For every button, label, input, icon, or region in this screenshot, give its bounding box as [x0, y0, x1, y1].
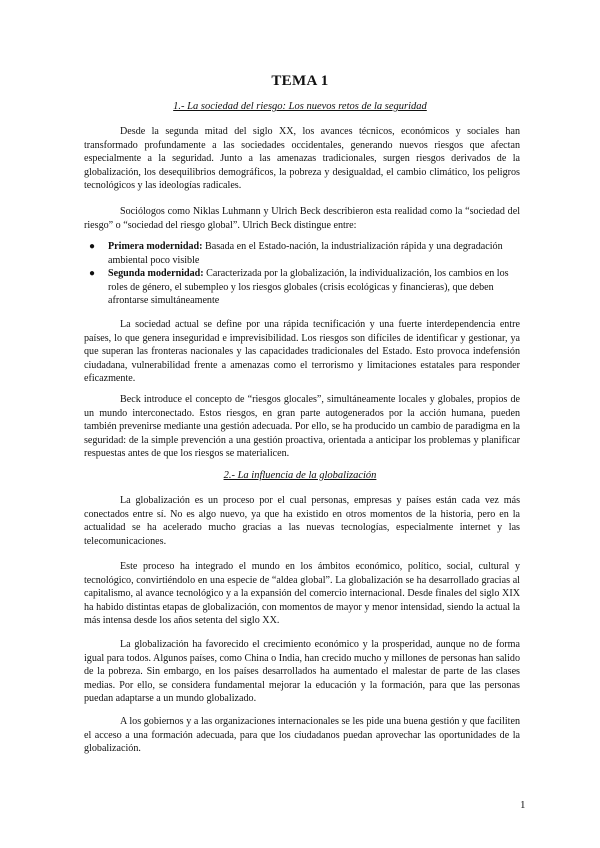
- section-1-paragraph-4: Beck introduce el concepto de “riesgos glocales”, simultáneamente locales y globales, propios de un mundo interconectado. Estos riesgos, en gran parte autogenerados por la acción humana, pueden también prevenirse mediante una gestión adecuada. Por ello, se ha producido un cambio de paradigma en la seguridad: de la simple prevención a una gestión proactiva, orientada a anticipar los problemas y planificar respuestas antes de que los riesgos se materialicen.: [84, 394, 520, 460]
- list-item-text: Basada en el Estado-nación, la industrialización rápida y una degradación ambiental poco visible: [108, 241, 503, 266]
- list-item-term: Primera modernidad:: [108, 241, 203, 252]
- list-item: [84, 240, 520, 267]
- section-1-paragraph-2: Sociólogos como Niklas Luhmann y Ulrich Beck describieron esta realidad como la “sociedad del riesgo” o “sociedad del riesgo global”. Ulrich Beck distingue entre:: [84, 206, 520, 231]
- modernity-list: [84, 240, 520, 308]
- bullet-icon: ●: [89, 241, 96, 252]
- section-2-paragraph-4: A los gobiernos y a las organizaciones internacionales se les pide una buena gestión y que faciliten el acceso a una formación adecuada, para que los ciudadanos puedan aprovechar las oportunidades de la globalización.: [84, 716, 520, 755]
- bullet-icon: ●: [89, 268, 96, 280]
- section-2-paragraph-1: La globalización es un proceso por el cual personas, empresas y países están cada vez más conectados entre sí. No es algo nuevo, ya que ha existido en otros momentos de la historia, pero en la actualidad se ha acelerado mucho gracias a las nuevas tecnologías, especialmente internet y las telecomunicaciones.: [84, 495, 520, 547]
- section-1-heading: 1.- La sociedad del riesgo: Los nuevos retos de la seguridad: [173, 101, 427, 112]
- section-2-heading: 2.- La influencia de la globalización: [223, 470, 377, 481]
- section-2-paragraph-3: La globalización ha favorecido el crecimiento económico y la prosperidad, aunque no de forma igual para todos. Algunos países, como China o India, han crecido mucho y millones de personas han salido de la pobreza. Sin embargo, en los países desarrollados ha aumentado el malestar de parte de las clases medias. Por ello, se considera fundamental mejorar la educación y la formación, para que las personas puedan adaptarse a un mundo globalizado.: [84, 639, 520, 705]
- section-1-paragraph-1: Desde la segunda mitad del siglo XX, los avances técnicos, económicos y sociales han transformado profundamente a las sociedades occidentales, generando nuevos riesgos que afectan especialmente a la seguridad. Junto a las amenazas tradicionales, surgen riesgos derivados de la globalización, los desequilibrios demográficos, la pobreza y desigualdad, el cambio climático, los peligros tecnológicos y las ideologías radicales.: [84, 126, 520, 192]
- list-item-term: Segunda modernidad:: [108, 268, 204, 280]
- document-title: TEMA 1: [271, 73, 329, 89]
- list-item: [84, 267, 520, 308]
- list-item-text: Caracterizada por la globalización, la individualización, los cambios en los roles de género, el subempleo y los riesgos globales (crisis ecológicas y financieras), que deben afrontarse simultáneamente: [108, 268, 509, 307]
- page-number: 1: [520, 799, 526, 811]
- section-1-paragraph-3: La sociedad actual se define por una rápida tecnificación y una fuerte interdependencia entre países, lo que genera inseguridad e imprevisibilidad. Los riesgos son difíciles de identificar y gestionar, ya que superan las fronteras nacionales y las capacidades tradicionales del Estado. Esto provoca indefensión ciudadana, vulnerabilidad frente a amenazas como el terrorismo y limitaciones estatales para responder eficazmente.: [84, 319, 520, 385]
- section-2-paragraph-2: Este proceso ha integrado el mundo en los ámbitos económico, político, social, cultural y tecnológico, convirtiéndolo en una especie de “aldea global”. La globalización se ha desarrollado gracias al capitalismo, al avance tecnológico y a la expansión del comercio internacional. Desde finales del siglo XIX ha habido distintas etapas de globalización, con momentos de mayor y menor intensidad, siendo la actual la más intensa desde los años setenta del siglo XX.: [84, 561, 520, 627]
